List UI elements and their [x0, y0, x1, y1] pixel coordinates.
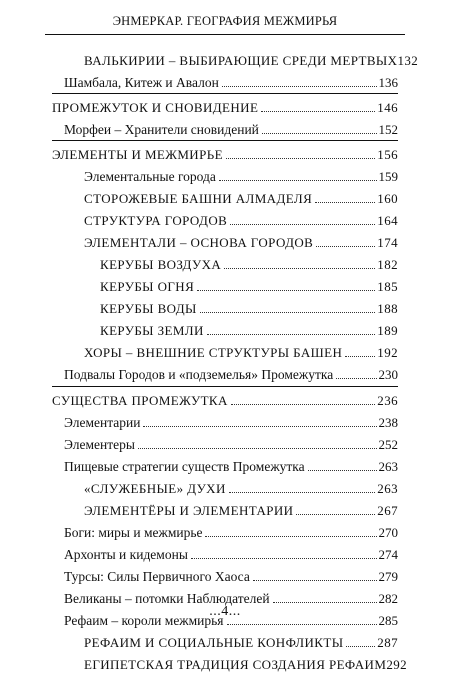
page-header: ЭНМЕРКАР. ГЕОГРАФИЯ МЕЖМИРЬЯ	[112, 14, 338, 28]
toc-entry-label: ВАЛЬКИРИИ – ВЫБИРАЮЩИЕ СРЕДИ МЕРТВЫХ	[84, 53, 398, 68]
toc-leader-dots	[253, 580, 377, 581]
toc-entry-page: 174	[377, 235, 398, 250]
toc-entry-page: 274	[378, 547, 398, 562]
toc-entry	[64, 568, 398, 586]
toc-entry-label: Шамбала, Китеж и Авалон	[64, 75, 219, 90]
toc-entry	[84, 52, 419, 70]
toc-entry-label: КЕРУБЫ ЗЕМЛИ	[100, 323, 204, 338]
toc-entry-label: «СЛУЖЕБНЫЕ» ДУХИ	[84, 481, 226, 496]
toc-entry-page: 146	[377, 100, 398, 115]
toc-entry	[52, 99, 398, 117]
toc-entry-label: КЕРУБЫ ОГНЯ	[100, 279, 195, 294]
toc-entry-label: Элементальные города	[84, 169, 216, 184]
toc-entry	[64, 414, 398, 432]
toc-entry-label: РЕФАИМ И СОЦИАЛЬНЫЕ КОНФЛИКТЫ	[84, 635, 344, 650]
toc-entry-label: Турсы: Силы Первичного Хаоса	[64, 569, 250, 584]
toc-leader-dots	[229, 492, 376, 493]
toc-entry-page: 287	[377, 635, 398, 650]
toc-leader-dots	[207, 334, 376, 335]
toc-entry-label: Великаны – потомки Наблюдателей	[64, 591, 270, 606]
toc-leader-dots	[219, 180, 377, 181]
toc-leader-dots	[138, 448, 377, 449]
toc-entry	[100, 300, 398, 318]
toc-entry-label: ХОРЫ – ВНЕШНИЕ СТРУКТУРЫ БАШЕН	[84, 345, 343, 360]
toc-entry	[64, 74, 398, 92]
toc-leader-dots	[200, 312, 376, 313]
toc-entry	[64, 121, 398, 139]
toc-entry	[84, 480, 398, 498]
toc-leader-dots	[308, 470, 377, 471]
toc-entry-page: 270	[378, 525, 398, 540]
toc-entry-page: 252	[378, 437, 398, 452]
toc-entry-label: СТОРОЖЕВЫЕ БАШНИ АЛМАДЕЛЯ	[84, 191, 313, 206]
toc-leader-dots	[205, 536, 376, 537]
toc-entry-page: 185	[377, 279, 398, 294]
toc-leader-dots	[227, 624, 377, 625]
toc-entry-label: Элементарии	[64, 415, 141, 430]
toc-entry	[84, 502, 398, 520]
toc-entry-label: Элементеры	[64, 437, 135, 452]
toc-leader-dots	[230, 224, 375, 225]
toc-entry	[84, 168, 398, 186]
toc-entry-page: 263	[377, 481, 398, 496]
toc-entry-page: 164	[377, 213, 398, 228]
toc-entry	[52, 392, 398, 410]
toc-leader-dots	[224, 268, 375, 269]
toc-entry-page: 238	[378, 415, 398, 430]
toc-leader-dots	[315, 202, 375, 203]
toc-entry	[64, 546, 398, 564]
toc-leader-dots	[197, 290, 375, 291]
toc-entry-page: 192	[377, 345, 398, 360]
toc-entry	[64, 458, 398, 476]
toc-leader-dots	[231, 404, 376, 405]
toc-leader-dots	[346, 646, 375, 647]
toc-entry	[84, 656, 408, 674]
toc-entry-page: 189	[377, 323, 398, 338]
toc-entry-page: 263	[378, 459, 398, 474]
toc-entry	[84, 634, 398, 652]
toc-entry-label: Рефаим – короли межмирья	[64, 613, 224, 628]
section-divider	[52, 140, 398, 141]
toc-entry	[84, 344, 398, 362]
toc-entry	[84, 190, 398, 208]
toc-entry-page: 285	[378, 613, 398, 628]
toc-leader-dots	[226, 158, 375, 159]
toc-entry	[84, 234, 398, 252]
toc-entry-label: СТРУКТУРА ГОРОДОВ	[84, 213, 228, 228]
toc-entry	[64, 436, 398, 454]
toc-entry-label: ЭЛЕМЕНТАЛИ – ОСНОВА ГОРОДОВ	[84, 235, 314, 250]
toc-entry	[100, 278, 398, 296]
toc-leader-dots	[261, 111, 375, 112]
toc-entry-label: Морфеи – Хранители сновидений	[64, 122, 259, 137]
toc-entry-label: ЭЛЕМЕНТЁРЫ И ЭЛЕМЕНТАРИИ	[84, 503, 294, 518]
toc-entry-page: 292	[386, 657, 408, 672]
toc-entry	[64, 524, 398, 542]
header-divider	[45, 34, 405, 35]
toc-entry-label: ЭЛЕМЕНТЫ И МЕЖМИРЬЕ	[52, 147, 223, 162]
toc-entry	[100, 256, 398, 274]
toc-leader-dots	[222, 86, 377, 87]
section-divider	[52, 93, 398, 94]
toc-entry-label: Боги: миры и межмирье	[64, 525, 203, 540]
toc-leader-dots	[316, 246, 375, 247]
toc-entry-label: Пищевые стратегии существ Промежутка	[64, 459, 305, 474]
section-divider	[52, 386, 398, 387]
toc-entry-page: 230	[378, 367, 398, 382]
toc-entry-label: ПРОМЕЖУТОК И СНОВИДЕНИЕ	[52, 100, 259, 115]
toc-entry-page: 136	[378, 75, 398, 90]
toc-entry-label: ЕГИПЕТСКАЯ ТРАДИЦИЯ СОЗДАНИЯ РЕФАИМ	[84, 657, 387, 672]
toc-leader-dots	[191, 558, 377, 559]
toc-entry	[64, 366, 398, 384]
toc-leader-dots	[345, 356, 375, 357]
toc-leader-dots	[262, 133, 377, 134]
toc-entry-label: КЕРУБЫ ВОДЫ	[100, 301, 197, 316]
toc-leader-dots	[296, 514, 375, 515]
toc-entry-label: Подвалы Городов и «подземелья» Промежутка	[64, 367, 334, 382]
toc-entry-page: 132	[397, 53, 419, 68]
toc-entry-page: 159	[378, 169, 398, 184]
toc-entry	[52, 146, 398, 164]
toc-entry-label: КЕРУБЫ ВОЗДУХА	[100, 257, 222, 272]
toc-entry-page: 267	[377, 503, 398, 518]
toc-entry-label: СУЩЕСТВА ПРОМЕЖУТКА	[52, 393, 228, 408]
toc-entry-page: 279	[378, 569, 398, 584]
toc-entry-page: 152	[378, 122, 398, 137]
toc-entry-page: 182	[377, 257, 398, 272]
toc-leader-dots	[336, 378, 376, 379]
toc-entry-page: 236	[377, 393, 398, 408]
toc-entry	[84, 212, 398, 230]
toc-entry	[100, 322, 398, 340]
page-number: ...4...	[209, 604, 241, 619]
toc-leader-dots	[273, 602, 377, 603]
toc-entry-page: 188	[377, 301, 398, 316]
toc-entry-label: Архонты и кидемоны	[64, 547, 188, 562]
toc-leader-dots	[143, 426, 376, 427]
toc-entry-page: 282	[378, 591, 398, 606]
toc-entry-page: 156	[377, 147, 398, 162]
toc-entry-page: 160	[377, 191, 398, 206]
